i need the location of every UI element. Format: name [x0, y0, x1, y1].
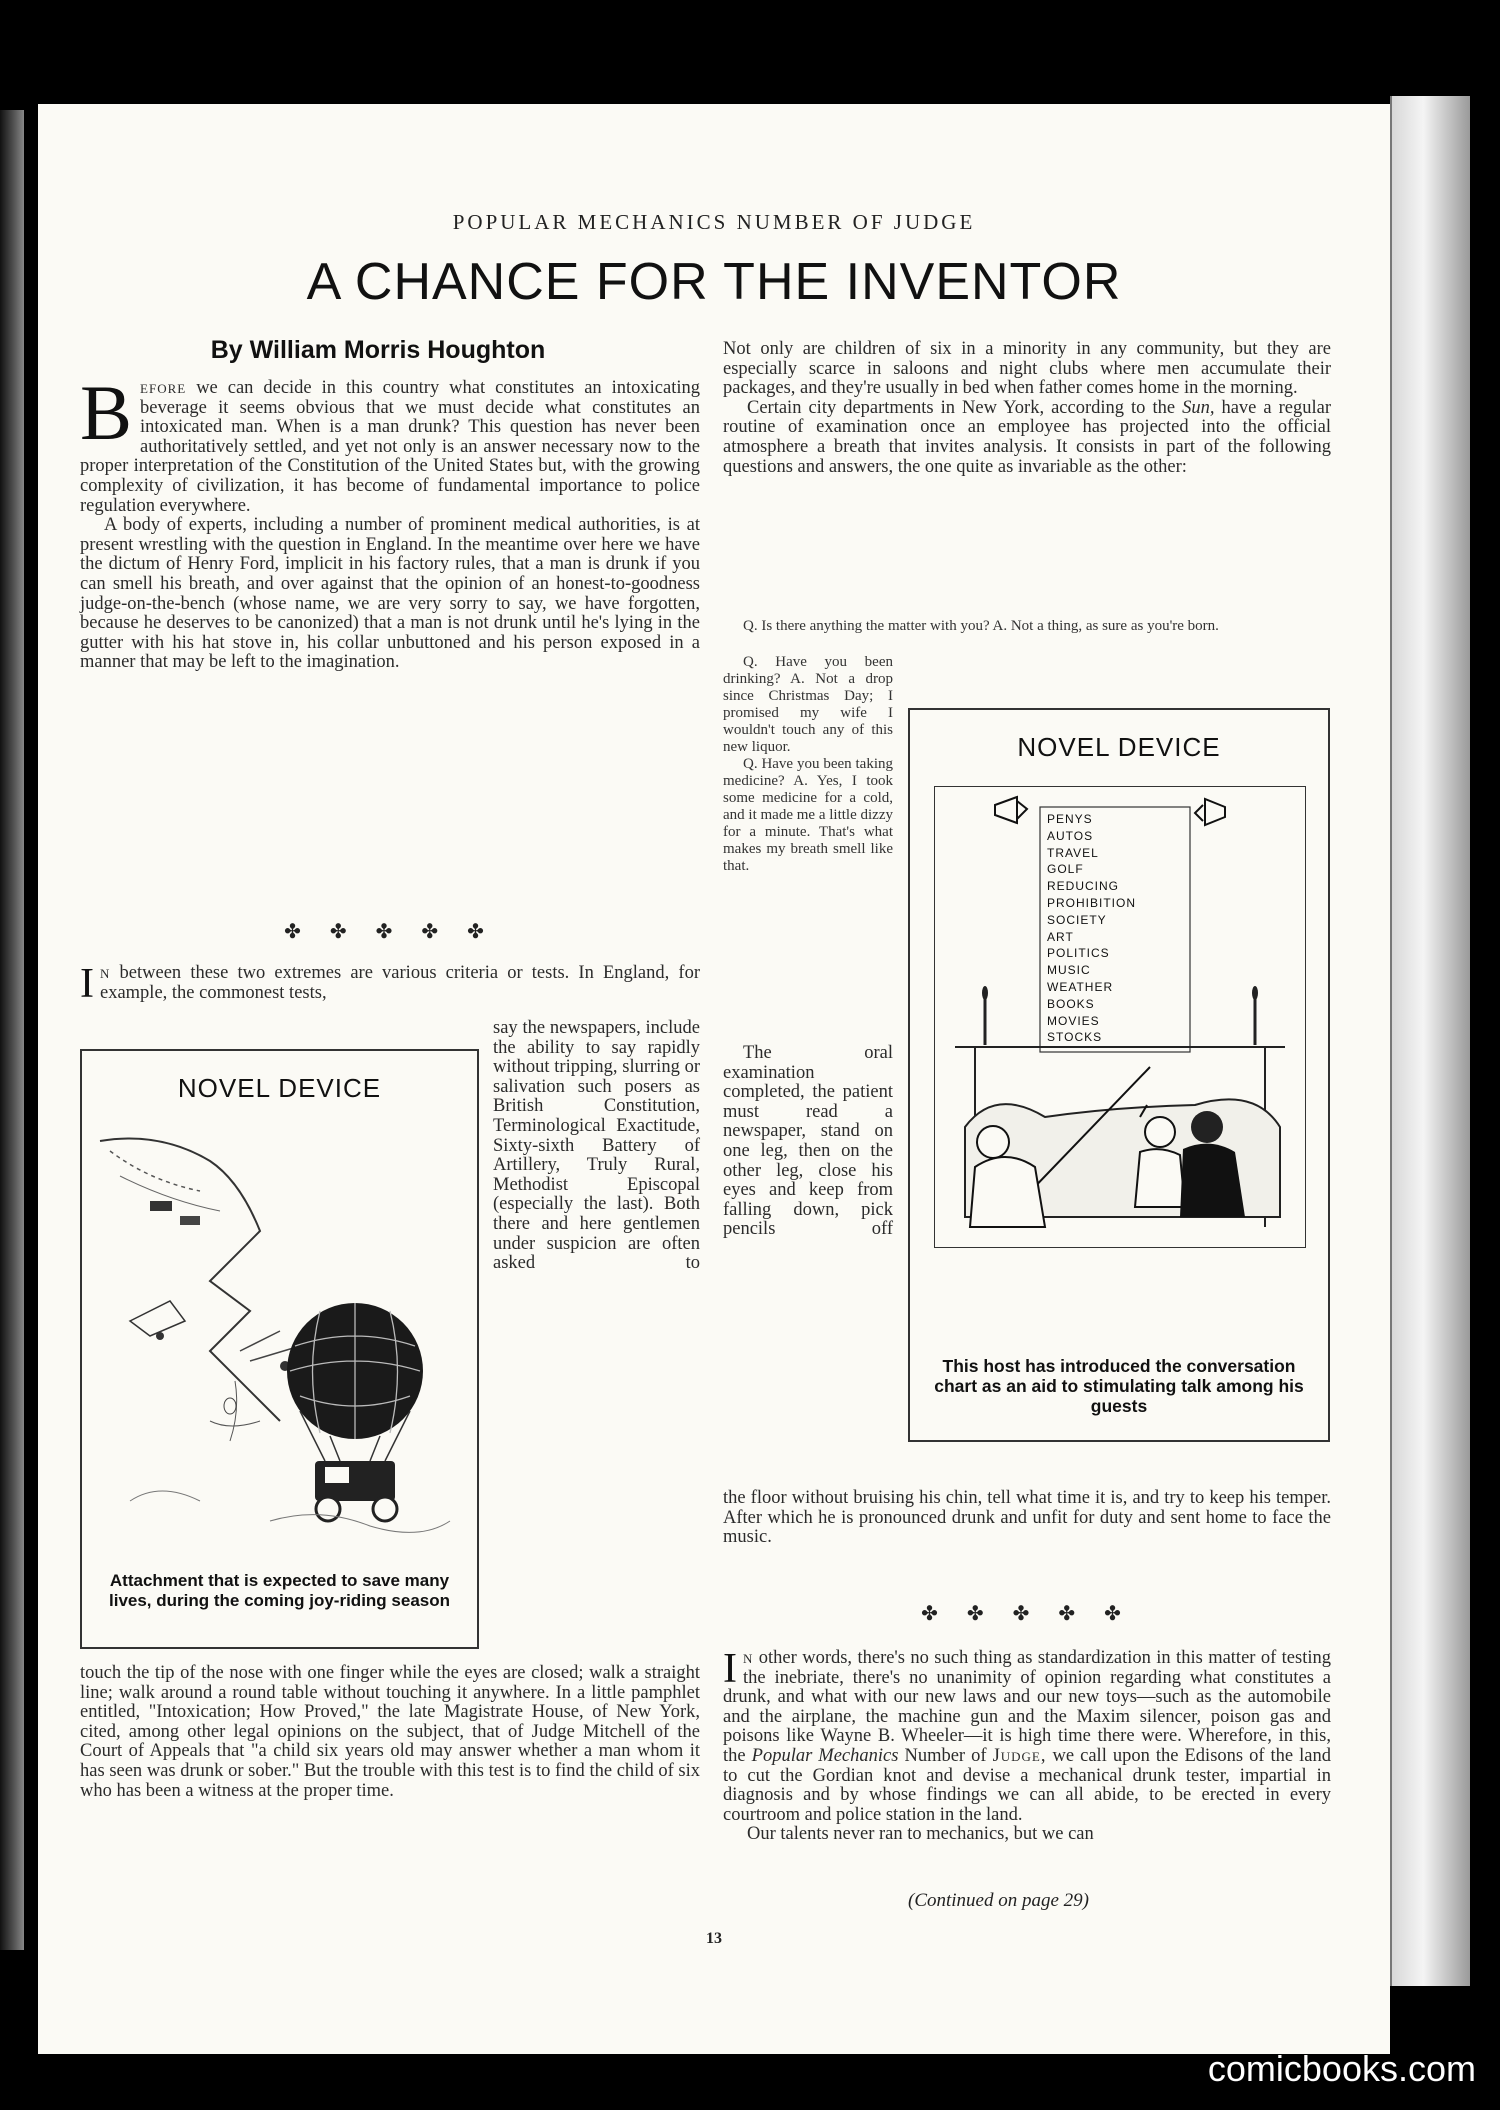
qa-line: Q. Is there anything the matter with you? A. Not a thing, as sure as you're born. — [743, 618, 1219, 634]
left-column-bottom — [80, 1664, 700, 1801]
right-column-bottom — [723, 1646, 1332, 1845]
paragraph-text: between these two extremes are various criteria or tests. In England, for example, the commonest tests, — [100, 963, 700, 1003]
byline: By William Morris Houghton — [210, 336, 546, 364]
left-column-top — [80, 369, 701, 673]
chart-item: PROHIBITION — [1047, 895, 1137, 910]
drop-cap: B — [80, 369, 133, 456]
right-narrow-text — [723, 1044, 893, 1240]
conversation-chart-list — [1047, 811, 1187, 1046]
chart-item: WEATHER — [1047, 979, 1114, 994]
chart-item: AUTOS — [1047, 828, 1094, 843]
article-title: A CHANCE FOR THE INVENTOR — [306, 253, 1122, 311]
chart-item: REDUCING — [1047, 879, 1120, 894]
paragraph-text: we call upon the Edisons of the land to cut the Gordian knot and devise a mechanical drunk tester, impartial in diagnosis and by whose findings we can all abide, to be erected in every courtroom and police station in the land. — [723, 1745, 1332, 1825]
qa-block-narrow — [723, 654, 893, 875]
paragraph-text: we can decide in this country what constitutes an intoxicating beverage it seems obvious that we must decide what constitutes an intoxicated man. When is a man drunk? This question has never been authoritatively settled, and yet not only is an answer necessary now to the proper interpretation of the Constitution of the United States but, with the growing complexity of civilization, it has become of fundamental importance to police regulation everywhere. — [80, 378, 701, 516]
illustration-frame — [934, 786, 1306, 1248]
continued-note: (Continued on page 29) — [908, 1890, 1090, 1911]
chart-item: PENYS — [1047, 812, 1093, 826]
paragraph: say the newspapers, include the ability to say rapidly without tripping, slurring or salivation such posers as British Constitution, Terminological Exactitude, Sixty-sixth Battery of Artillery, Truly Rural, Methodist Episcopal (especially the last). Both there and here gentlemen under suspicion are often asked to — [493, 1018, 700, 1274]
small-caps-lead: n — [100, 963, 111, 983]
magazine-page — [38, 104, 1390, 2054]
qa-line: Q. Have you been drinking? A. Not a drop since Christmas Day; I promised my wife I wouldn't touch any of this new liquor. — [723, 654, 893, 755]
magazine-name: Judge, — [992, 1745, 1047, 1766]
paragraph: Our talents never ran to mechanics, but we can — [747, 1824, 1094, 1845]
small-caps-lead: efore — [140, 378, 187, 398]
paragraph-text: Certain city departments in New York, according to the — [747, 397, 1176, 418]
right-column-top — [723, 340, 1331, 477]
paragraph-text: other words, there's no such thing as standardization in this matter of testing the inebriate, there's no unanimity of opinion regarding what constitutes a drunk, and what with our new laws and our new toys—such as the automobile and the airplane, the machine gun and the Maxim silencer, poison gas and poisons like Wayne B. Wheeler—it is high time there were. Wherefore, in this, the — [723, 1648, 1331, 1766]
book-spine-edge — [0, 110, 24, 1950]
chart-item: SOCIETY — [1047, 912, 1107, 927]
paragraph: A body of experts, including a number of prominent medical authorities, is at present wrestling with the question in England. In the meantime over here we have the dictum of Henry Ford, implicit in his factory rules, that a man is drunk if you can smell his breath, and over against that the opinion of an honest-to-goodness judge-on-the-bench (whose name, we are very sorry to say, we have forgotten, because he deserves to be canonized) that a man is not drunk until he's lying in the gutter with his hat stove in, his collar unbuttoned and his person exposed in a manner that may be left to the imagination. — [80, 515, 700, 673]
paragraph: Not only are children of six in a minority in any community, but they are especially scarce in saloons and night clubs where men accumulate their packages, and they're usually in bed when father comes home in the morning. — [723, 339, 1331, 399]
box-title: NOVEL DEVICE — [177, 1073, 382, 1103]
chart-item: BOOKS — [1047, 996, 1095, 1011]
illustration-box-chart — [908, 708, 1330, 1442]
paragraph: The oral examination completed, the patient must read a newspaper, stand on one leg, then on the other leg, close his eyes and keep from falling down, pick pencils off — [723, 1043, 893, 1240]
box-title: NOVEL DEVICE — [1017, 732, 1221, 762]
paragraph — [723, 399, 1331, 477]
page-stack-edge — [1390, 96, 1470, 1986]
paragraph — [80, 961, 700, 1007]
left-narrow-text — [493, 1019, 700, 1274]
qa-block — [723, 618, 1333, 635]
left-column-mid — [80, 961, 700, 1007]
paragraph — [80, 369, 701, 516]
chart-item: STOCKS — [1047, 1030, 1103, 1045]
chart-item: POLITICS — [1047, 946, 1110, 961]
chart-item: GOLF — [1047, 862, 1084, 877]
section-separator: ✤ ✤ ✤ ✤ ✤ — [284, 921, 496, 943]
chart-item: TRAVEL — [1047, 845, 1099, 860]
page-number: 13 — [706, 1930, 722, 1947]
drop-cap: I — [723, 1646, 737, 1692]
paragraph-text: have a regular routine of examination once an employee has projected into the official atmosphere a breath that invites analysis. It consists in part of the following questions and answers, the one quite as invariable as the other: — [723, 397, 1331, 477]
drop-cap: I — [80, 961, 94, 1007]
box-caption: Attachment that is expected to save many lives, during the coming joy-riding season — [109, 1571, 450, 1610]
paragraph-text: Number of — [904, 1745, 987, 1766]
magazine-name: Popular Mechanics — [751, 1745, 899, 1766]
chart-item: MUSIC — [1047, 963, 1091, 978]
chart-item: ART — [1047, 929, 1074, 944]
paragraph: the floor without bruising his chin, tell what time it is, and try to keep his temper. After which he is pronounced drunk and unfit for duty and sent home to face the music. — [723, 1488, 1331, 1548]
right-column-mid — [723, 1489, 1331, 1548]
small-caps-lead: n — [743, 1648, 754, 1668]
qa-line: Q. Have you been taking medicine? A. Yes, I took some medicine for a cold, and it made me a little dizzy for a minute. That's what makes my breath smell like that. — [723, 756, 893, 874]
chart-item: MOVIES — [1047, 1013, 1100, 1028]
section-separator: ✤ ✤ ✤ ✤ ✤ — [921, 1603, 1133, 1625]
illustration-box-balloon — [80, 1049, 479, 1649]
running-header: POPULAR MECHANICS NUMBER OF JUDGE — [452, 210, 976, 234]
newspaper-name: Sun, — [1182, 397, 1215, 418]
watermark: comicbooks.com — [1207, 2048, 1476, 2089]
box-caption: This host has introduced the conversation chart as an aid to stimulating talk among his guests — [934, 1356, 1304, 1416]
balloon-car-illustration — [90, 1121, 470, 1541]
paragraph — [723, 1646, 1332, 1825]
paragraph: touch the tip of the nose with one finger while the eyes are closed; walk a straight line; walk around a round table without touching it anywhere. In a little pamphlet entitled, "Intoxication; How Proved," the late Magistrate House, of New York, cited, among other legal opinions on the subject, that of Judge Mitchell of the Court of Appeals that "a child six years old may answer whether a man whom it has seen was drunk or sober." But the trouble with this test is to find the child of six who has been a witness at the proper time. — [80, 1663, 700, 1801]
